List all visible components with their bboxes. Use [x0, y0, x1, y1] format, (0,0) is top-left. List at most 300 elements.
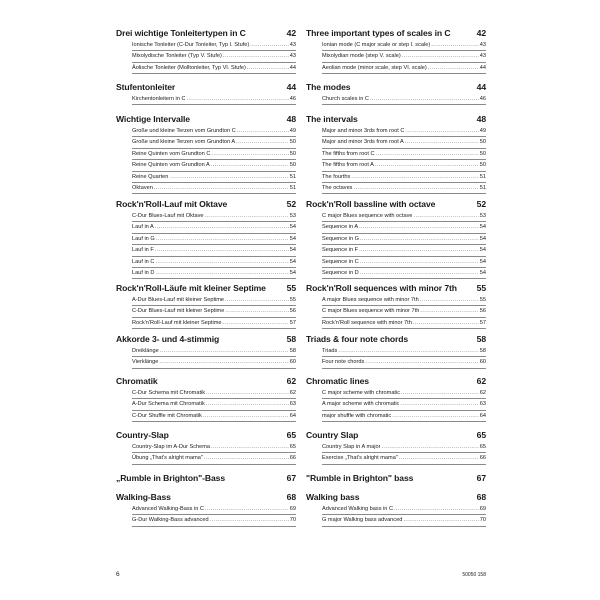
section-title: Country Slap — [306, 430, 359, 440]
dot-leader — [359, 245, 479, 255]
entry-page-number: 51 — [289, 173, 296, 180]
toc-entry[interactable] — [322, 515, 486, 526]
entry-list — [322, 346, 486, 369]
section-heading[interactable] — [306, 114, 486, 125]
entry-page-number: 69 — [479, 506, 486, 512]
dot-leader — [399, 453, 479, 463]
section-heading[interactable] — [306, 492, 486, 503]
entry-list — [322, 504, 486, 527]
section-heading[interactable] — [306, 28, 486, 39]
toc-entry[interactable] — [132, 318, 296, 329]
toc-entry[interactable] — [322, 94, 486, 105]
toc-section — [116, 376, 296, 422]
section-heading[interactable] — [116, 283, 296, 294]
entry-title: Ionian mode (C major scale or step I. scale) — [322, 42, 431, 48]
section-heading[interactable] — [116, 492, 296, 503]
section-heading[interactable] — [116, 430, 296, 441]
toc-entry[interactable] — [322, 411, 486, 422]
entry-title: Triads — [322, 348, 338, 354]
entry-title: Dreiklänge — [132, 348, 159, 354]
toc-section — [116, 430, 296, 465]
entry-page-number: 56 — [289, 308, 296, 315]
section-page-number: 58 — [476, 334, 486, 344]
entry-page-number: 51 — [289, 184, 296, 191]
dot-leader — [154, 183, 289, 193]
entry-title: Reine Quinten vom Grundton C — [132, 150, 211, 157]
entry-page-number: 49 — [289, 128, 296, 134]
toc-entry[interactable] — [132, 172, 296, 183]
entry-page-number: 53 — [479, 213, 486, 219]
entry-page-number: 63 — [289, 401, 296, 408]
section-heading[interactable] — [116, 28, 296, 39]
toc-entry[interactable] — [132, 40, 296, 51]
toc-entry[interactable] — [132, 211, 296, 222]
section-heading[interactable] — [306, 334, 486, 345]
section-title: Chromatic lines — [306, 376, 369, 386]
dot-leader — [206, 399, 289, 409]
toc-section — [116, 473, 296, 484]
entry-page-number: 62 — [289, 390, 296, 396]
entry-list — [322, 126, 486, 194]
entry-title: C major Blues sequence with minor 7th — [322, 308, 420, 315]
section-title: Rock'n'Roll sequences with minor 7th — [306, 283, 457, 293]
dot-leader — [205, 504, 289, 514]
toc-entry[interactable] — [132, 453, 296, 464]
toc-entry[interactable] — [322, 306, 486, 317]
dot-leader — [236, 137, 289, 147]
entry-title: Four note chords — [322, 359, 365, 366]
toc-section — [116, 334, 296, 369]
entry-title: Äolische Tonleiter (Molltonleiter, Typ VI. Stufe) — [132, 64, 246, 71]
entry-page-number: 66 — [289, 455, 296, 462]
dot-leader — [401, 388, 479, 398]
toc-entry[interactable] — [132, 504, 296, 515]
entry-page-number: 43 — [479, 42, 486, 48]
entry-title: Große und kleine Terzen vom Grundton A — [132, 139, 236, 146]
entry-title: Ionische Tonleiter (C-Dur Tonleiter, Typ I. Stufe) — [132, 42, 250, 48]
section-page-number: 67 — [286, 473, 296, 483]
toc-entry[interactable] — [132, 63, 296, 74]
dot-leader — [223, 318, 289, 328]
entry-page-number: 54 — [479, 224, 486, 231]
entry-page-number: 44 — [289, 64, 296, 71]
section-title: Walking-Bass — [116, 492, 171, 502]
entry-page-number: 43 — [289, 42, 296, 48]
section-heading[interactable] — [116, 473, 296, 484]
section-heading[interactable] — [306, 283, 486, 294]
toc-entry[interactable] — [132, 295, 296, 306]
toc-entry[interactable] — [322, 234, 486, 245]
section-title: Chromatik — [116, 376, 158, 386]
toc-section — [306, 430, 486, 465]
dot-leader — [381, 442, 478, 452]
toc-section — [306, 283, 486, 329]
entry-page-number: 46 — [479, 96, 486, 102]
toc-section — [306, 492, 486, 527]
entry-title: Rock'n'Roll-Lauf mit kleiner Septime — [132, 319, 222, 326]
dot-leader — [394, 504, 479, 514]
entry-title: Vierklänge — [132, 359, 159, 366]
section-page-number: 55 — [286, 283, 296, 293]
toc-section — [116, 283, 296, 329]
entry-page-number: 62 — [479, 390, 486, 396]
entry-page-number: 65 — [479, 444, 486, 450]
entry-title: Sequence in D — [322, 269, 359, 276]
section-heading[interactable] — [306, 430, 486, 441]
dot-leader — [247, 63, 289, 73]
section-title: Wichtige Intervalle — [116, 114, 190, 124]
section-page-number: 67 — [476, 473, 486, 483]
toc-entry[interactable] — [322, 257, 486, 268]
entry-list — [132, 94, 296, 105]
toc-section — [306, 114, 486, 194]
dot-leader — [155, 222, 289, 232]
dot-leader — [405, 126, 478, 136]
entry-title: G-Dur Walking-Bass advanced — [132, 517, 209, 524]
toc-entry[interactable] — [132, 245, 296, 256]
entry-page-number: 49 — [479, 128, 486, 134]
toc-entry[interactable] — [322, 388, 486, 399]
toc-entry[interactable] — [322, 442, 486, 453]
section-title: Walking bass — [306, 492, 360, 502]
entry-title: Sequence in A — [322, 224, 359, 231]
section-page-number: 62 — [286, 376, 296, 386]
dot-leader — [206, 388, 289, 398]
section-title: Drei wichtige Tonleitertypen in C — [116, 28, 246, 38]
toc-entry[interactable] — [322, 63, 486, 74]
section-title: Rock'n'Roll-Lauf mit Oktave — [116, 199, 228, 209]
toc-entry[interactable] — [132, 268, 296, 279]
toc-section — [116, 492, 296, 527]
dot-leader — [360, 234, 479, 244]
entry-title: A major Blues sequence with minor 7th — [322, 297, 419, 303]
entry-title: Exercise „That's alright mama" — [322, 455, 398, 462]
entry-title: The fifths from root A — [322, 162, 374, 169]
entry-title: G major Walking bass advanced — [322, 517, 403, 524]
entry-title: Sequence in F — [322, 247, 359, 254]
toc-entry[interactable] — [132, 137, 296, 148]
section-title: Three important types of scales in C — [306, 28, 451, 38]
entry-list — [132, 504, 296, 527]
toc-entry[interactable] — [132, 411, 296, 422]
entry-title: Sequence in C — [322, 258, 359, 265]
toc-entry[interactable] — [322, 126, 486, 137]
section-page-number: 42 — [286, 28, 296, 38]
section-heading[interactable] — [306, 199, 486, 210]
section-page-number: 68 — [286, 492, 296, 502]
toc-entry[interactable] — [132, 357, 296, 368]
entry-title: A-Dur Blues-Lauf mit kleiner Septime — [132, 297, 225, 303]
entry-title: A major scheme with chromatic — [322, 401, 400, 408]
dot-leader — [237, 126, 289, 136]
dot-leader — [211, 442, 289, 452]
toc-section — [306, 473, 486, 484]
toc-entry[interactable] — [322, 149, 486, 160]
entry-title: Lauf in D — [132, 269, 155, 276]
dot-leader — [351, 172, 478, 182]
section-title: Country-Slap — [116, 430, 169, 440]
entry-page-number: 54 — [289, 247, 296, 254]
toc-entry[interactable] — [132, 515, 296, 526]
entry-title: Church scales in C — [322, 96, 369, 102]
entry-list — [132, 388, 296, 422]
dot-leader — [156, 234, 289, 244]
dot-leader — [402, 51, 479, 61]
dot-leader — [376, 149, 479, 159]
dot-leader — [155, 245, 289, 255]
entry-list — [322, 94, 486, 105]
entry-page-number: 54 — [479, 269, 486, 276]
toc-section — [306, 82, 486, 105]
toc-entry[interactable] — [132, 442, 296, 453]
dot-leader — [204, 453, 289, 463]
toc-entry[interactable] — [322, 211, 486, 222]
entry-list — [322, 211, 486, 279]
toc-entry[interactable] — [322, 160, 486, 171]
entry-title: Major and minor 3rds from root A — [322, 139, 404, 146]
entry-page-number: 50 — [479, 150, 486, 157]
toc-section — [306, 376, 486, 422]
entry-page-number: 55 — [479, 297, 486, 303]
section-heading[interactable] — [116, 376, 296, 387]
dot-leader — [203, 411, 289, 421]
section-heading[interactable] — [306, 473, 486, 484]
section-page-number: 48 — [476, 114, 486, 124]
toc-entry[interactable] — [322, 172, 486, 183]
entry-page-number: 69 — [289, 506, 296, 512]
section-heading[interactable] — [116, 82, 296, 93]
entry-page-number: 50 — [289, 139, 296, 146]
entry-page-number: 46 — [289, 96, 296, 102]
entry-page-number: 58 — [289, 348, 296, 354]
entry-title: C-Dur Blues-Lauf mit Oktave — [132, 213, 204, 219]
entry-title: C-Dur Blues-Lauf mit kleiner Septime — [132, 308, 225, 315]
entry-page-number: 51 — [479, 173, 486, 180]
toc-entry[interactable] — [322, 183, 486, 194]
toc-entry[interactable] — [322, 318, 486, 329]
page-number: 6 — [116, 571, 120, 578]
section-page-number: 44 — [286, 82, 296, 92]
toc-entry[interactable] — [132, 183, 296, 194]
entry-title: The fourths — [322, 173, 351, 180]
section-heading[interactable] — [116, 199, 296, 210]
toc-entry[interactable] — [322, 222, 486, 233]
dot-leader — [400, 399, 478, 409]
entry-list — [132, 442, 296, 465]
toc-section — [116, 199, 296, 279]
section-title: The intervals — [306, 114, 358, 124]
publication-code: 50050 158 — [462, 572, 486, 578]
toc-entry[interactable] — [132, 234, 296, 245]
toc-entry[interactable] — [322, 245, 486, 256]
entry-page-number: 64 — [479, 412, 486, 419]
entry-page-number: 43 — [289, 53, 296, 60]
section-title: Akkorde 3- und 4-stimmig — [116, 334, 220, 344]
toc-section — [306, 199, 486, 279]
entry-page-number: 60 — [289, 359, 296, 366]
entry-title: Country-Slap im A-Dur Schema — [132, 444, 211, 450]
entry-title: Rock'n'Roll sequence with minor 7th — [322, 319, 412, 326]
dot-leader — [211, 160, 289, 170]
entry-page-number: 50 — [289, 162, 296, 169]
toc-entry[interactable] — [322, 346, 486, 357]
dot-leader — [428, 63, 479, 73]
entry-title: C major scheme with chromatic — [322, 390, 401, 396]
toc-section — [116, 28, 296, 74]
entry-page-number: 63 — [479, 401, 486, 408]
dot-leader — [375, 160, 479, 170]
toc-entry[interactable] — [322, 504, 486, 515]
entry-title: C major Blues sequence with octave — [322, 213, 413, 219]
entry-title: Kirchentonleitern in C — [132, 96, 186, 102]
dot-leader — [360, 257, 479, 267]
section-title: "Rumble in Brighton" bass — [306, 473, 414, 483]
entry-list — [322, 388, 486, 422]
entry-title: Lauf in A — [132, 224, 154, 231]
entry-title: Major and minor 3rds from root C — [322, 128, 405, 134]
dot-leader — [155, 257, 288, 267]
toc-entry[interactable] — [322, 357, 486, 368]
entry-list — [132, 40, 296, 74]
section-page-number: 48 — [286, 114, 296, 124]
entry-page-number: 54 — [289, 258, 296, 265]
entry-list — [322, 40, 486, 74]
dot-leader — [365, 357, 478, 367]
entry-title: Advanced Walking bass in C — [322, 506, 393, 512]
entry-page-number: 50 — [479, 162, 486, 169]
dot-leader — [250, 40, 289, 50]
entry-title: Übung „That's alright mama" — [132, 455, 203, 462]
section-page-number: 65 — [476, 430, 486, 440]
section-page-number: 52 — [476, 199, 486, 209]
dot-leader — [160, 346, 289, 356]
entry-page-number: 70 — [289, 517, 296, 524]
section-title: The modes — [306, 82, 351, 92]
entry-title: The octaves — [322, 184, 353, 191]
section-title: Rock'n'Roll bassline with octave — [306, 199, 436, 209]
entry-page-number: 54 — [479, 247, 486, 254]
entry-title: Mixolydian mode (step V. scale) — [322, 53, 401, 60]
toc-entry[interactable] — [322, 295, 486, 306]
entry-title: Country Slap in A major — [322, 444, 381, 450]
entry-title: A-Dur Schema mit Chromatik — [132, 401, 205, 408]
toc-entry[interactable] — [132, 306, 296, 317]
entry-page-number: 56 — [479, 308, 486, 315]
entry-title: Reine Quarten — [132, 173, 169, 180]
entry-page-number: 64 — [289, 412, 296, 419]
dot-leader — [420, 295, 479, 305]
dot-leader — [392, 411, 479, 421]
dot-leader — [413, 211, 478, 221]
dot-leader — [205, 211, 289, 221]
toc-entry[interactable] — [132, 257, 296, 268]
section-heading[interactable] — [306, 82, 486, 93]
entry-title: major shuffle with chromatic — [322, 412, 392, 419]
entry-title: Mixolydische Tonleiter (Typ V. Stufe) — [132, 53, 222, 60]
section-page-number: 42 — [476, 28, 486, 38]
section-page-number: 55 — [476, 283, 486, 293]
dot-leader — [223, 51, 289, 61]
entry-page-number: 65 — [289, 444, 296, 450]
dot-leader — [359, 222, 479, 232]
entry-page-number: 51 — [479, 184, 486, 191]
entry-title: Lauf in G — [132, 235, 155, 242]
dot-leader — [420, 306, 478, 316]
entry-title: Advanced Walking-Bass in C — [132, 506, 204, 512]
section-page-number: 65 — [286, 430, 296, 440]
section-page-number: 68 — [476, 492, 486, 502]
toc-section — [306, 28, 486, 74]
toc-entry[interactable] — [132, 51, 296, 62]
toc-entry[interactable] — [322, 399, 486, 410]
entry-page-number: 54 — [479, 235, 486, 242]
section-heading[interactable] — [116, 114, 296, 125]
toc-entry[interactable] — [322, 268, 486, 279]
dot-leader — [338, 346, 478, 356]
toc-entry[interactable] — [322, 137, 486, 148]
entry-title: The fifths from root C — [322, 150, 375, 157]
entry-page-number: 44 — [479, 64, 486, 71]
dot-leader — [405, 137, 479, 147]
section-page-number: 44 — [476, 82, 486, 92]
toc-entry[interactable] — [322, 51, 486, 62]
dot-leader — [169, 172, 288, 182]
entry-list — [132, 295, 296, 329]
entry-title: Sequence in G — [322, 235, 360, 242]
toc-entry[interactable] — [132, 388, 296, 399]
entry-title: Aeolian mode (minor scale, step VI. scale) — [322, 64, 427, 71]
toc-entry[interactable] — [132, 160, 296, 171]
entry-title: Oktaven — [132, 184, 153, 191]
toc-entry[interactable] — [132, 346, 296, 357]
section-heading[interactable] — [116, 334, 296, 345]
entry-list — [322, 442, 486, 465]
entry-list — [132, 346, 296, 369]
section-title: „Rumble in Brighton"-Bass — [116, 473, 226, 483]
entry-list — [132, 211, 296, 279]
entry-list — [322, 295, 486, 329]
entry-page-number: 66 — [479, 455, 486, 462]
entry-page-number: 50 — [479, 139, 486, 146]
entry-page-number: 57 — [479, 319, 486, 326]
entry-page-number: 57 — [289, 319, 296, 326]
entry-title: Lauf in C — [132, 258, 155, 265]
section-title: Rock'n'Roll-Läufe mit kleiner Septime — [116, 283, 266, 293]
toc-entry[interactable] — [132, 126, 296, 137]
toc-entry[interactable] — [132, 94, 296, 105]
toc-entry[interactable] — [322, 453, 486, 464]
toc-entry[interactable] — [132, 149, 296, 160]
dot-leader — [186, 94, 288, 104]
dot-leader — [159, 357, 288, 367]
entry-list — [132, 126, 296, 194]
toc-entry[interactable] — [132, 399, 296, 410]
toc-entry[interactable] — [322, 40, 486, 51]
entry-page-number: 54 — [479, 258, 486, 265]
section-heading[interactable] — [306, 376, 486, 387]
toc-entry[interactable] — [132, 222, 296, 233]
dot-leader — [211, 149, 288, 159]
entry-page-number: 58 — [479, 348, 486, 354]
entry-page-number: 54 — [289, 269, 296, 276]
entry-page-number: 70 — [479, 517, 486, 524]
dot-leader — [155, 268, 288, 278]
entry-page-number: 43 — [479, 53, 486, 60]
entry-title: Lauf in F — [132, 247, 154, 254]
section-title: Stufentonleiter — [116, 82, 176, 92]
dot-leader — [370, 94, 479, 104]
toc-section — [116, 82, 296, 105]
